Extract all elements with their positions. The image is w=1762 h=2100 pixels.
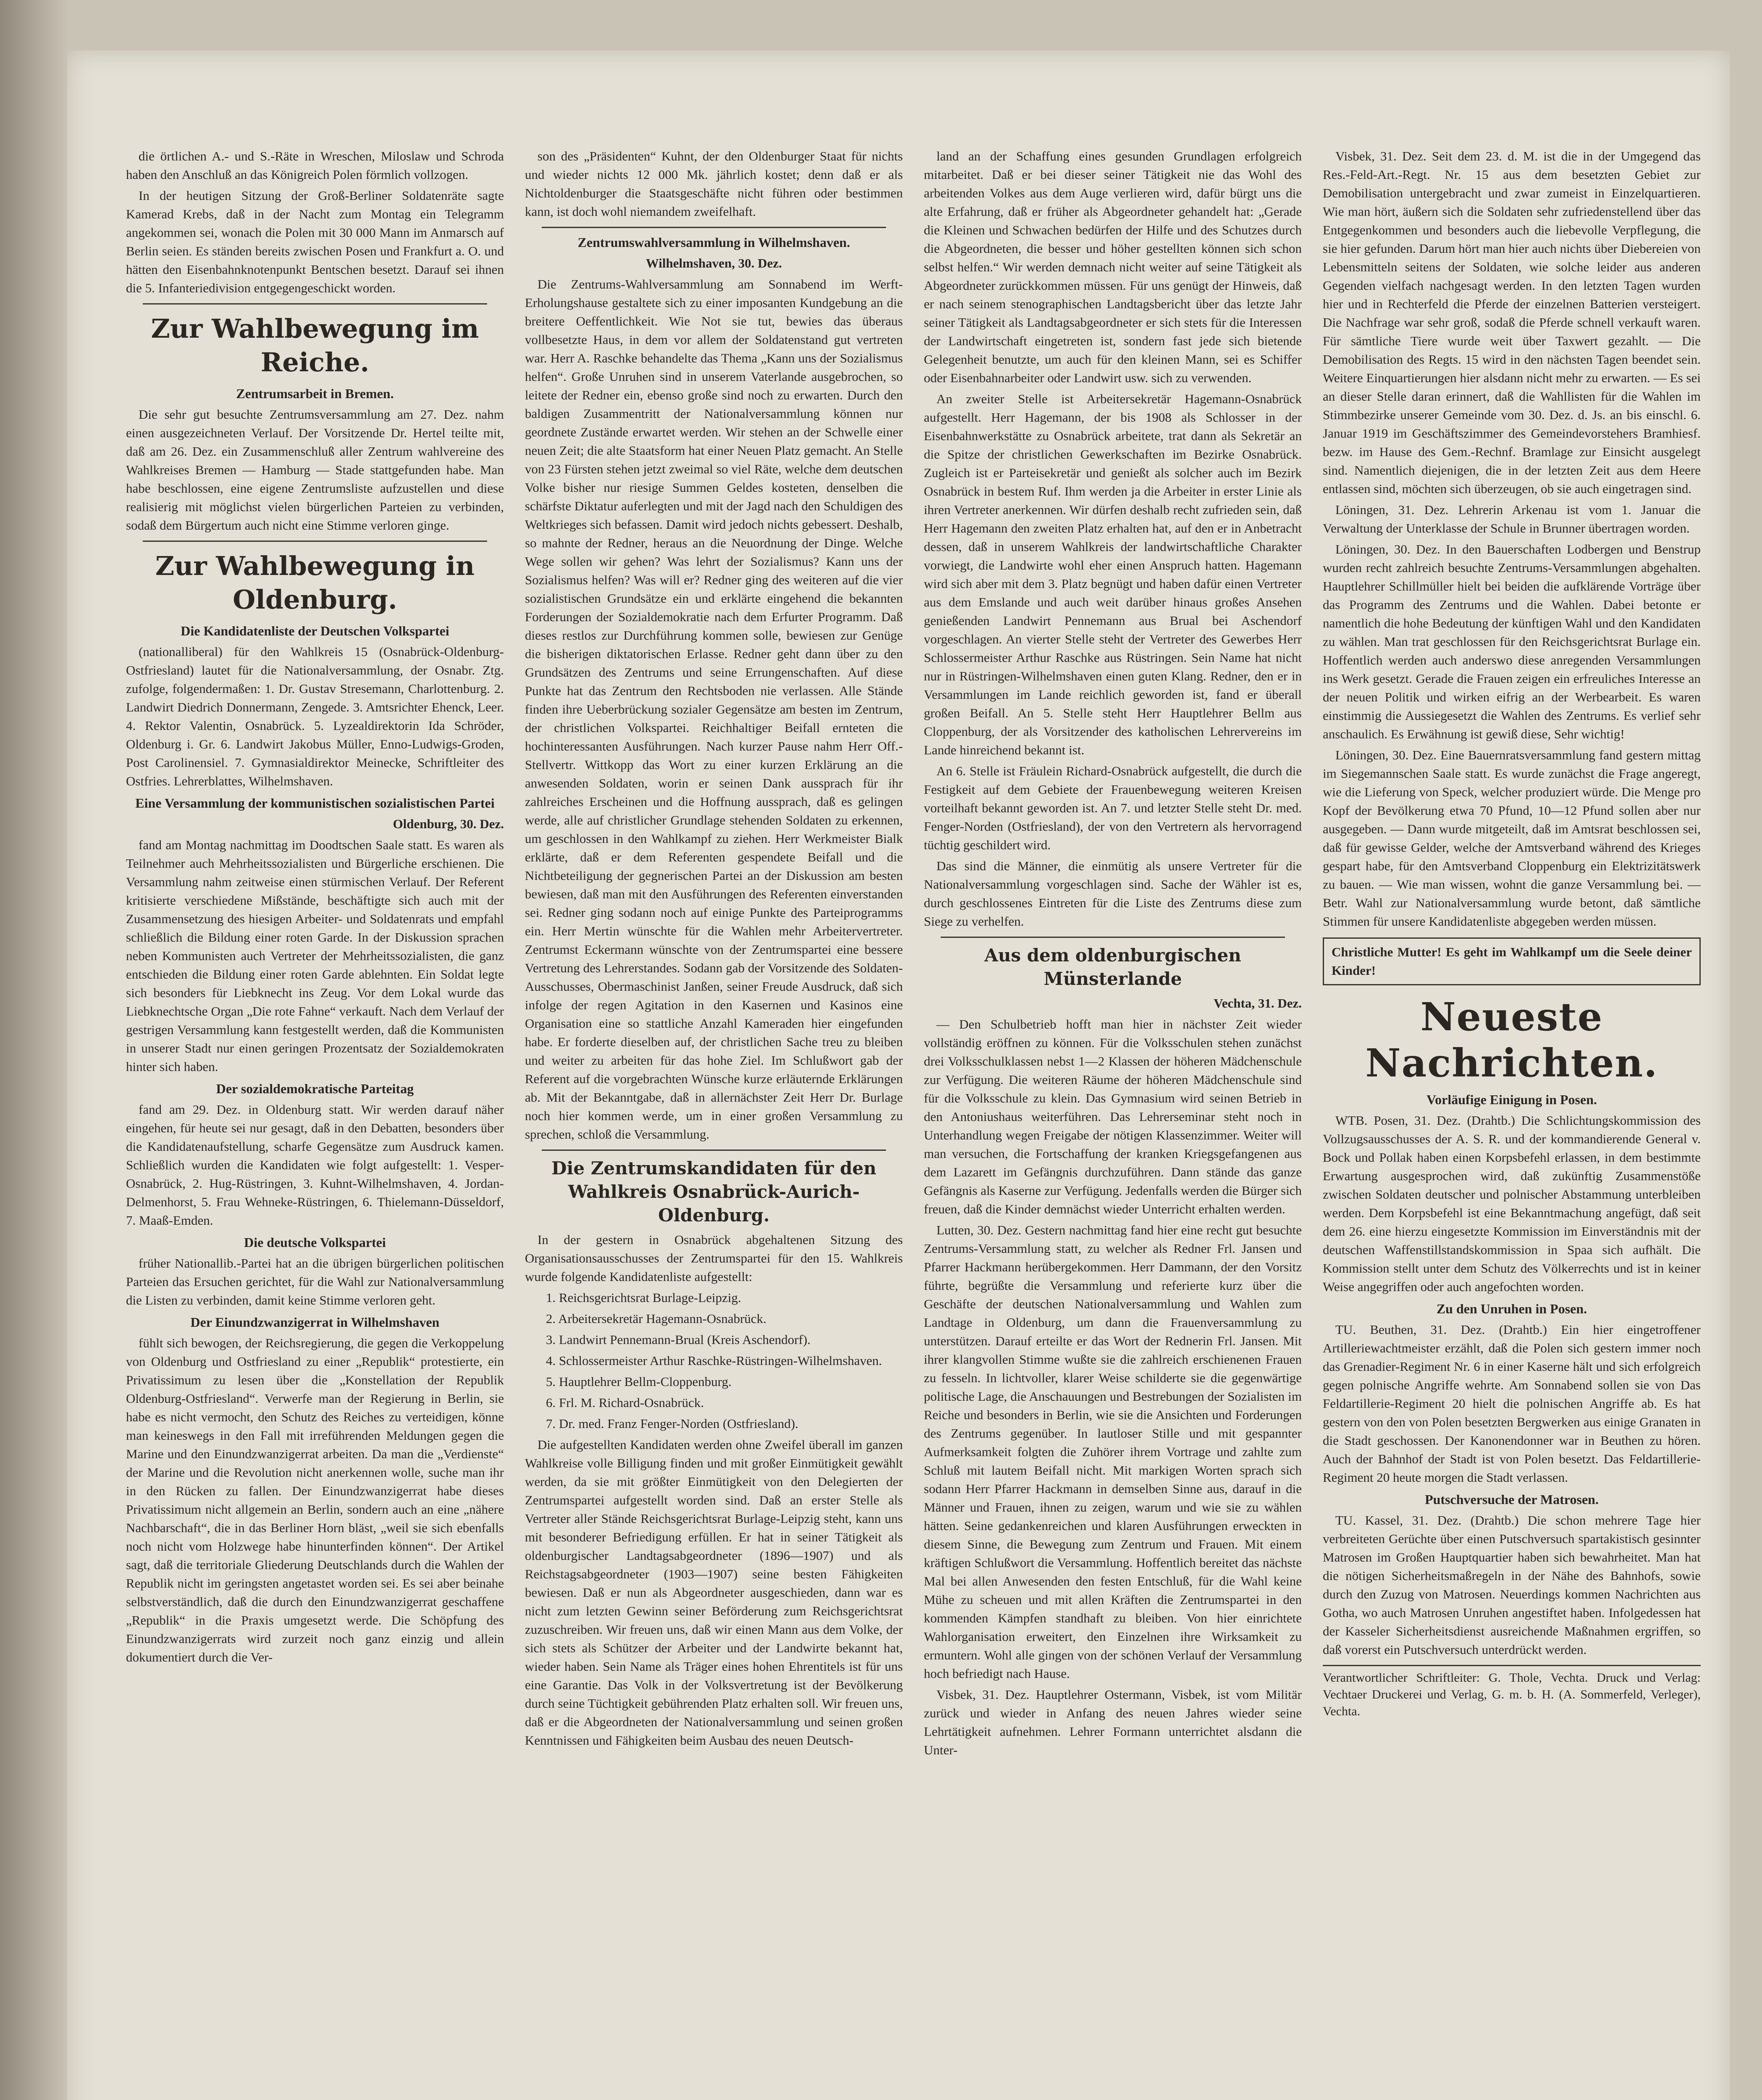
article-subheading: Eine Versammlung der kommunistischen sozialistischen Partei (135, 795, 495, 811)
list-item: 6. Frl. M. Richard-Osnabrück. (546, 1395, 704, 1410)
section-heading: Zur Wahlbewegung in Oldenburg. (155, 551, 475, 615)
list-item: 7. Dr. med. Franz Fenger-Norden (Ostfriesland). (546, 1416, 799, 1431)
column-2 (525, 147, 903, 1752)
paragraph: TU. Kassel, 31. Dez. (Drahtb.) Die schon mehrere Tage hier verbreiteten Gerüchte über einen Putschversuch spartakistisch gesinnter Matrosen im Großen Hauptquartier haben sich bewahrheitet. Man hat die nötigen Sicherheitsmaßregeln in der Nähe des Bahnhofs, sowie durch den Zuzug von Matrosen. Neuerdings kommen Nachrichten aus Gotha, wo auch Matrosen Unruhen angestiftet haben. Infolgedessen hat der Kasseler Sicherheitsdienst ausreichende Maßnahmen ergriffen, so daß vorerst ein Putschversuch unterdrückt werden. (1323, 1513, 1701, 1657)
paragraph: Löningen, 31. Dez. Lehrerin Arkenau ist vom 1. Januar die Verwaltung der Unterklasse der Schule in Brunner übertragen worden. (1323, 502, 1701, 536)
paragraph: An 6. Stelle ist Fräulein Richard-Osnabrück aufgestellt, die durch die Festigkeit auf dem Gebiete der Frauenbewegung weiteren Kreisen vorteilhaft bekannt geworden ist. An 7. und letzter Stelle steht Dr. med. Fenger-Norden (Ostfriesland), der von den Vertretern als hervorragend tüchtig geschildert wird. (924, 764, 1302, 852)
dateline: Oldenburg, 30. Dez. (393, 816, 504, 831)
paragraph: fand am 29. Dez. in Oldenburg statt. Wir werden darauf näher eingehen, für heute sei nur gesagt, daß in den Debatten, besonders über die Kandidatenaufstellung, scharfe Gegensätze zum Ausdruck kamen. Schließlich wurden die Kandidaten wie folgt aufgestellt: 1. Vesper-Osnabrück, 2. Hug-Rüstringen, 3. Kuhnt-Wilhelmshaven, 4. Jordan-Delmenhorst, 5. Frau Wehneke-Rüstringen, 6. Thielemann-Düsseldorf, 7. Maaß-Emden. (126, 1102, 504, 1228)
paragraph: An zweiter Stelle ist Arbeitersekretär Hagemann-Osnabrück aufgestellt. Herr Hagemann, der bis 1908 als Schlosser in der Eisenbahnwerkstätte zu Osnabrück arbeitete, trat dann als Sekretär an die Spitze der christlichen Gewerkschaften im Bezirke Osnabrück. Zugleich ist er Parteisekretär und genießt als solcher auch im Bezirk Osnabrück in bestem Ruf. Ihm werden ja die Arbeiter in erster Linie als ihren Vertreter anerkennen. Wir dürfen deshalb recht zufrieden sein, daß Herr Hagemann den zweiten Platz erhalten hat, auf den er in Anbetracht dessen, daß in unserem Wahlkreis der landwirtschaftliche Charakter vorwiegt, die Landwirte wohl eher einen Anspruch hatten. Hagemann wird sich aber mit dem 3. Platz begnügt und haben dafür einen Vertreter aus dem Emslande und auch weit darüber hinaus großes Ansehen genießenden Landwirt Pennemann aus Brual bei Aschendorf vorgeschlagen. An vierter Stelle steht der Vertreter des Gewerbes Herr Schlossermeister Arthur Raschke aus Rüstringen. Sein Name hat nicht nur in Rüstringen-Wilhelmshaven einen guten Klang. Redner, den er in Versammlungen im Lande reichlich geworden ist, fand er überall großen Beifall. An 5. Stelle steht Herr Hauptlehrer Bellm aus Cloppenburg, der als Vorsitzender des katholischen Lehrervereins im Lande hinreichend bekannt ist. (924, 391, 1302, 757)
paragraph: (nationalliberal) für den Wahlkreis 15 (Osnabrück-Oldenburg-Ostfriesland) lautet für die Nationalversammlung, der Osnabr. Ztg. zufolge, folgendermaßen: 1. Dr. Gustav Stresemann, Charlottenburg. 2. Landwirt Diedrich Donnermann, Zengede. 3. Amtsrichter Ehenck, Leer. 4. Rektor Valentin, Osnabrück. 5. Lyzealdirektorin Ida Schröder, Oldenburg i. Gr. 6. Landwirt Jakobus Müller, Enno-Ludwigs-Groden, Post Carolinensiel. 7. Gymnasialdirektor Meinecke, Schriftleiter des Ostfries. Lehrerblattes, Wilhelmshaven. (126, 644, 504, 788)
paragraph: Die Zentrums-Wahlversammlung am Sonnabend im Werft-Erholungshause gestaltete sich zu einer imposanten Kundgebung an die breitere Oeffentlichkeit. Wie Not sie tut, bewies das überaus vollbesetzte Haus, in dem vor allem der Soldatenstand gut vertreten war. Herr A. Raschke behandelte das Thema „Kann uns der Sozialismus helfen“. Große Unruhen sind in unserem Vaterlande ausgebrochen, so leitete der Redner ein, ebenso große sind noch zu erwarten. Durch den baldigen Zusammentritt der Nationalversammlung können nur geordnete Zustände erwartet werden. Wir stehen an der Schwelle einer neuen Zeit; die alte Staatsform hat einer Neuen Platz gemacht. An Stelle von 23 Fürsten stehen jetzt zweimal so viel Räte, welche dem deutschen Volke bisher nur riesige Summen Geldes kosteten, denselben die schärfste Diktatur auferlegten und mit der Jagd nach den Schuldigen des Weltkrieges sich befassen. Damit wird jedoch nichts gebessert. Deshalb, so mahnte der Redner, heraus an die Neuordnung der Dinge. Welche Wege sollen wir gehen? Was lehrt der Sozialismus? Kann uns der Sozialismus helfen? Was will er? Redner ging des weiteren auf die vier sozialistischen Grundsätze ein und erklärte eingehend die bekannten Forderungen der Sozialdemokratie nach dem Erfurter Programm. Daß dieses restlos zur Durchführung kommen solle, bewiesen zur Genüge die bisherigen diktatorischen Erlasse. Redner geht dann über zu den Grundsätzen des Zentrums und seine Errungenschaften. Auf diese Punkte hat das Zentrum den Rechtsboden nie verlassen. Alle Stände finden ihre Ueberbrückung sozialer Gegensätze am besten im Zentrum, der christlichen Volkspartei. Reichhaltiger Beifall ernteten die hochinteressanten Ausführungen. Nach kurzer Pause nahm Herr Off.-Stellvertr. Wittkopp das Wort zu einer kurzen Erklärung an die anwesenden Soldaten, worin er seinen Dank aussprach für ihr zahlreiches Erscheinen und die Hoffnung aussprach, daß es gelingen werde, alle auf christlicher Grundlage stehenden Soldaten zu erkennen, um geschlossen in den Wahlkampf zu ziehen. Herr Werkmeister Bialk erklärte, daß er dem Referenten gespendete Beifall und die Nichtbeteiligung der gegnerischen Partei an der Diskussion am besten bewiesen, daß man mit den Ausführungen des Referenten einverstanden sei. Redner ging sodann noch auf einige Punkte des Parteiprogramms ein. Herr Mertin wünschte für die Wahlen mehr Arbeitervertreter. Zentrumst Eckermann wünschte von der Zentrumspartei eine bessere Vertretung des Lehrerstandes. Sodann gab der Vorsitzende des Soldaten-Ausschusses, Obermaschinist Janßen, seiner Freude Ausdruck, daß sich infolge der regen Agitation in den Kasernen und Kasinos eine Organisation eine so stattliche Anzahl Kameraden hier eingefunden habe. Er forderte dieselben auf, der christlichen Sache treu zu bleiben und weiter zu arbeiten für das hohe Ziel. Im Schlußwort gab der Referent auf die vorgebrachten Wünsche kurze erläuternde Erklärungen ab. Mit der Bekanntgabe, daß in allernächster Zeit Herr Dr. Burlage noch hier kommen werde, um in einer großen Versammlung zu sprechen, schloß die Versammlung. (525, 277, 903, 1142)
newspaper-page (67, 50, 1730, 2100)
paragraph: In der gestern in Osnabrück abgehaltenen Sitzung des Organisationsausschusses der Zentrumspartei für den 15. Wahlkreis wurde folgende Kandidatenliste aufgestellt: (525, 1232, 903, 1284)
divider (143, 303, 487, 304)
paragraph: Lutten, 30. Dez. Gestern nachmittag fand hier eine recht gut besuchte Zentrums-Versammlung statt, zu welcher als Redner Frl. Jansen und Pfarrer Hackmann herübergekommen. Herr Dammann, der den Vorsitz führte, begrüßte die Versammlung und referierte kurz über die Geschäfte der deutschen Nationalversammlung und Wahlen zum Landtage in Oldenburg, um dann die Frauenversammlung zu unterstützen. Darauf erteilte er das Wort der Rednerin Frl. Jansen. Mit ihrer klangvollen Stimme wußte sie die zahlreich erschienenen Frauen zu fesseln. In lichtvoller, klarer Weise schilderte sie die gegenwärtige politische Lage, die Anschauungen und Bestrebungen der Sozialisten im Reiche und besonders in Berlin, wie sie die Ansichten und Forderungen des Zentrums gegenüber. In lautloser Stille und mit gespannter Aufmerksamkeit folgten die Zuhörer ihrem Vortrage und zahlte zum Schluß mit lautem Beifall nicht. Mit markigen Worten sprach sich sodann Herr Pfarrer Hackmann in demselben Sinne aus, darauf in die Männer und Frauen, ihnen zu zeigen, warum und wie sie zu wählen hätten. Seine gedankenreichen und klaren Ausführungen erweckten in diesem Sinne, die Bewegung zum Zentrum und Frauen. Mit einem kräftigen Schlußwort die Versammlung. Hoffentlich bereitet das nächste Mal bei allen Anwesenden den festen Entschluß, für die Wahl keine Mühe zu scheuen und mit allen Kräften die Zentrumspartei in den kommenden Kämpfen standhaft zu bleiben. Von hier einrichtete Wahlorganisation erweitert, den Einzelnen ihre Wirksamkeit zu ermuntern. Wohl alle gingen von der schönen Verlauf der Versammlung hoch befriedigt nach Hause. (924, 1223, 1302, 1681)
article-subheading: Die deutsche Volkspartei (244, 1235, 386, 1250)
article-subheading: Der Einundzwanzigerrat in Wilhelmshaven (190, 1315, 440, 1330)
paragraph: früher Nationallib.-Partei hat an die übrigen bürgerlichen politischen Parteien das Ersuchen gerichtet, für die Wahl zur Nationalversammlung die Listen zu verbinden, damit keine Stimme verloren geht. (126, 1256, 504, 1307)
divider (542, 1150, 886, 1151)
paragraph: Visbek, 31. Dez. Seit dem 23. d. M. ist die in der Umgegend das Res.-Feld-Art.-Regt. Nr. 15 aus dem besetzten Gebiet zur Demobilisation untergebracht und zwar zumeist in Einzelquartieren. Wie man hört, äußern sich die Soldaten sehr zufriedenstellend über das Entgegenkommen und besonders auch die liebevolle Verpflegung, die sie hier gefunden. Darum hört man hier auch nichts über Diebereien von Lebensmitteln seitens der Soldaten, wie solche leider aus anderen Gegenden vielfach nachgesagt werden. In den letzten Tagen wurden hier und in Rechterfeld die Pferde der einzelnen Batterien versteigert. Die Nachfrage war sehr groß, sodaß die Pferde schnell verkauft waren. Für sämtliche Tiere wurde weit über Taxwert gezahlt. — Die Demobilisation des Regts. 15 wird in den nächsten Tagen beendet sein. Weitere Einquartierungen hier alsdann nicht mehr zu erwarten. — Es sei an dieser Stelle daran erinnert, daß die Wahllisten für die Wahlen im Stimmbezirke unserer Gemeinde vom 30. Dez. d. Js. an bis einschl. 6. Januar 1919 im Geschäftszimmer des Gemeindevorstehers Bramhiesf. bezw. im Hause des Gem.-Rechnf. Bramlage zur Einsicht ausgelegt sind. Namentlich diejenigen, die in der letzten Zeit aus dem Heere entlassen sind, möchten sich überzeugen, ob sie auch eingetragen sind. (1323, 149, 1701, 496)
paragraph: son des „Präsidenten“ Kuhnt, der den Oldenburger Staat für nichts und wieder nichts 12 000 Mk. jährlich kostet; denn daß er als Nichtoldenburger die Staatsgeschäfte nicht führen oder bestimmen kann, ist doch wohl niemandem zweifelhaft. (525, 149, 903, 219)
campaign-notice-box: Christliche Mutter! Es geht im Wahlkampf um die Seele deiner Kinder! (1323, 937, 1701, 985)
section-heading: Zur Wahlbewegung im Reiche. (151, 313, 479, 378)
paragraph: Das sind die Männer, die einmütig als unsere Vertreter für die Nationalversammlung vorgeschlagen sind. Sache der Wähler ist es, durch geschlossenes Eintreten für die Liste des Zentrums diese zum Siege zu verhelfen. (924, 858, 1302, 929)
list-item: 1. Reichsgerichtsrat Burlage-Leipzig. (546, 1290, 741, 1305)
paragraph: In der heutigen Sitzung der Groß-Berliner Soldatenräte sagte Kamerad Krebs, daß in der Nacht zum Montag ein Telegramm angekommen sei, wonach die Polen mit 30 000 Mann im Anmarsch auf Berlin seien. Es ständen bereits zwischen Posen und Frankfurt a. O. und hätten den Eisenbahnknotenpunkt Bentschen besetzt. Darauf sei ihnen die 5. Infanteriedivision entgegengeschickt worden. (126, 188, 504, 295)
article-subheading: Vorläufige Einigung in Posen. (1426, 1092, 1597, 1107)
paragraph: fühlt sich bewogen, der Reichsregierung, die gegen die Verkoppelung von Oldenburg und Ostfriesland zu einer „Republik“ protestierte, ein Privatissimum zu lesen über die „Konstellation der Republik Oldenburg-Ostfriesland“. Verwerfe man der Regierung in Berlin, sie habe es nicht vermocht, den Schutz des Reiches zu verteidigen, könne man keineswegs in den Fall mit irreführenden Meldungen gegen die Marine und den Einundzwanzigerrat arbeiten. Da man die „Verdienste“ der Marine und die Revolution nicht anerkennen wolle, suche man ihr in den Rücken zu fallen. Der Einundzwanzigerrat habe dieses Privatissimum nicht allgemein an Berlin, sondern auch an eine „nähere Nachbarschaft“, die in das Berliner Horn bläst, „weil sie sich ebenfalls noch nicht vom Holzwege habe hinunterfinden können“. Der Artikel sagt, daß die territoriale Gliederung Deutschlands durch die Wahlen der Republik nicht im geringsten angetastet worden sei. Es sei aber beinahe selbstverständlich, daß die durch den Einundzwanzigerrat geschaffene „Republik“ in die Praxis umgesetzt werde. Die Schöpfung des Einundzwanzigerrats wird zurzeit noch ganz einzig und allein dokumentiert durch die Ver- (126, 1336, 504, 1664)
column-1 (126, 147, 504, 1669)
paragraph: WTB. Posen, 31. Dez. (Drahtb.) Die Schlichtungskommission des Vollzugsausschusses der A. S. R. und der kommandierende General v. Bock und Pollak haben einen Korpsbefehl erlassen, in dem bestimmte Erwartung ausgesprochen wird, daß zukünftig Zusammenstöße zwischen Soldaten deutscher und polnischer Abstammung unterbleiben werden. Dem Korpsbefehl ist eine Bekanntmachung angefügt, daß seit dem 26. eine hierzu eingesetzte Kommission im Einverständnis mit der deutschen Waffenstillstandskommission in Spaa sich aufhält. Die Kommission stellt unter dem Schutz des Völkerrechts und ist in keiner Weise angegriffen oder auch angefochten worden. (1323, 1113, 1701, 1294)
column-3 (924, 147, 1302, 1762)
article-subheading: Zu den Unruhen in Posen. (1436, 1301, 1587, 1316)
divider (542, 227, 886, 228)
section-heading: Die Zentrumskandidaten für den Wahlkreis Osnabrück-Aurich-Oldenburg. (551, 1158, 876, 1226)
article-subheading: Zentrumsarbeit in Bremen. (236, 386, 394, 401)
paragraph: Löningen, 30. Dez. Eine Bauernratsversammlung fand gestern mittag im Siegemannschen Saale statt. Es wurde zunächst die Frage angeregt, wie die Lieferung von Speck, welcher produziert würde. Die Menge pro Kopf der Bevölkerung etwa 70 Pfund, 10—12 Pfund sollen aber nur ausgegeben. — Dann wurde mitgeteilt, daß im Amtsrat beschlossen sei, daß für gewisse Gelder, welche der Amtsverband während des Krieges gespart habe, für den Amtsverband Cloppenburg ein Elektrizitätswerk zu bauen. — Wie man wissen, wohnt die ganze Versammlung bei. — Betr. Wahl zur Nationalversammlung wurde betont, daß sämtliche Stimmen für unsere Kandidatenliste abgegeben werden müssen. (1323, 748, 1701, 929)
paragraph: die örtlichen A.- und S.-Räte in Wreschen, Miloslaw und Schroda haben den Anschluß an das Königreich Polen förmlich vollzogen. (126, 149, 504, 182)
divider (941, 937, 1285, 938)
section-heading-latest-news: Neueste Nachrichten. (1365, 994, 1658, 1086)
paragraph: fand am Montag nachmittag im Doodtschen Saale statt. Es waren als Teilnehmer auch Mehrheitssozialisten und Bürgerliche erschienen. Die Versammlung nahm zeitweise einen stürmischen Verlauf. Der Referent kritisierte verschiedene Mißstände, beschäftigte sich auch mit der Zusammensetzung des hiesigen Arbeiter- und Soldatenrats und empfahl schließlich die Bildung einer roten Garde. In der Diskussion sprachen neben Kommunisten auch Vertreter der Mehrheitssozialisten, die ganz entschieden die Bildung einer roten Garde ablehnten. Ein Soldat legte sich besonders für Liebknecht ins Zeug. Vor dem Lokal wurde das Liebknechtsche Organ „Die rote Fahne“ verkauft. Nach dem Verlauf der gestrigen Versammlung kann festgestellt werden, daß die Kommunisten in unserer Stadt nur einen geringen Prozentsatz der Sozialdemokraten hinter sich haben. (126, 837, 504, 1074)
paragraph: TU. Beuthen, 31. Dez. (Drahtb.) Ein hier eingetroffener Artilleriewachtmeister erzählt, daß die Polen sich gestern immer noch das Grenadier-Regiment Nr. 6 in einer Kaserne hält und sich erfolgreich gegen polnische Angriffe wehrte. Am Sonnabend sollen sie von Das Feldartillerie-Regiment 20 hielt die polnischen Angriffe ab. Es hat gestern von den von Polen besetzten Bergwerken aus einige Granaten in die Stadt geschossen. Der Kanonendonner war in Beuthen zu hören. Auch der Bahnhof der Stadt ist von Polen besetzt. Das Feldartillerie-Regiment 20 heute morgen die Stadt verlassen. (1323, 1322, 1701, 1485)
list-item: 5. Hauptlehrer Bellm-Cloppenburg. (546, 1374, 732, 1389)
imprint: Verantwortlicher Schriftleiter: G. Thole, Vechta. Druck und Verlag: Vechtaer Druckerei und Verlag, G. m. b. H. (A. Sommerfeld, Verleger), Vechta. (1323, 1665, 1701, 1720)
list-item: 3. Landwirt Pennemann-Brual (Kreis Aschendorf). (546, 1332, 811, 1347)
paragraph: Löningen, 30. Dez. In den Bauerschaften Lodbergen und Benstrup wurden recht zahlreich besuchte Zentrums-Versammlungen abgehalten. Hauptlehrer Schillmüller hielt bei beiden die aufklärende Vorträge über das Programm des Zentrums und die Wahlen. Dabei betonte er namentlich die hohe Bedeutung der künftigen Wahl und den Kandidaten zu wählen. Man trat geschlossen für den Reichsgerichtsrat Burlage ein. Hoffentlich werden auch anderswo diese anregenden Versammlungen ins Werk gesetzt. Gerade die Frauen zeigen ein erfreuliches Interesse an der neuen Politik und wirken eifrig an der Werbearbeit. Es waren einstimmig die Aussiegesetzt die Wahlen des Zentrums. Es verlief sehr anschaulich. Es Erwähnung ist gewiß diese, Sehr wichtig! (1323, 542, 1701, 741)
section-heading: Aus dem oldenburgischen Münsterlande (984, 945, 1241, 989)
article-subheading: Die Kandidatenliste der Deutschen Volkspartei (181, 623, 449, 638)
article-subheading: Putschversuche der Matrosen. (1425, 1492, 1599, 1507)
article-heading: Zentrumswahlversammlung in Wilhelmshaven. (577, 235, 850, 250)
paragraph: Die sehr gut besuchte Zentrumsversammlung am 27. Dez. nahm einen ausgezeichneten Verlauf. Der Vorsitzende Dr. Hertel teilte mit, daß am 26. Dez. ein Zusammenschluß aller Zentrum wahlvereine des Wahlkreises Bremen — Hamburg — Stade stattgefunden habe. Man habe beschlossen, eine eigene Zentrumsliste aufzustellen und diese realisierig mit möglichst vielen bürgerlichen Parteien zu verbinden, sodaß dem Bürgertum auch nicht eine Stimme verloren ginge. (126, 407, 504, 533)
paragraph: Die aufgestellten Kandidaten werden ohne Zweifel überall im ganzen Wahlkreise volle Billigung finden und mit großer Einmütigkeit gewählt werden, da sie mit größter Einmütigkeit von den Delegierten der Zentrumspartei aufgestellt worden sind. Daß an erster Stelle als Vertreter aller Stände Reichsgerichtsrat Burlage-Leipzig steht, kann uns mit besonderer Befriedigung erfüllen. Er hat in seiner Tätigkeit als oldenburgischer Landtagsabgeordneter (1896—1907) und als Reichstagsabgeordneter (1903—1907) seine besten Fähigkeiten bewiesen. Daß er nun als Abgeordneter ausgeschieden, dann war es nicht zum letzten Gewinn seiner Beförderung zum Reichsgerichtsrat zuzuschreiben. Wir freuen uns, daß wir einen Mann aus dem Volke, der sich stets als Schützer der Arbeiter und der Landwirte bekannt hat, wieder haben. Sein Name als Träger eines hohen Ehrentitels ist für uns eine Garantie. Das Volk in der Volksvertretung ist der Bevölkerung durch seine Tüchtigkeit gebührenden Platz erhalten soll. Wir freuen uns, daß er die Abgeordneten der Nationalversammlung und seinen großen Kenntnissen und Fähigkeiten beim Ausbau des neuen Deutsch- (525, 1437, 903, 1748)
list-item: 4. Schlossermeister Arthur Raschke-Rüstringen-Wilhelmshaven. (546, 1353, 882, 1368)
dateline: Wilhelmshaven, 30. Dez. (645, 256, 782, 270)
paragraph: land an der Schaffung eines gesunden Grundlagen erfolgreich mitarbeitet. Daß er bei dieser seiner Tätigkeit nie das Wohl des arbeitenden Volkes aus dem Auge verlieren wird, dafür bürgt uns die alte Erfahrung, daß er früher als Abgeordneter gehandelt hat: „Gerade die Kleinen und Schwachen bedürfen der Hilfe und des Schutzes durch die Abgeordneten, die besser und höher gestellten können sich schon selbst helfen.“ Wir werden demnach nicht weiter auf seine Tätigkeit als Abgeordneter zurückkommen müssen. Für uns genügt der Hinweis, daß er nach seinem stenographischen Landtagsbericht über das letzte Jahr seiner Tätigkeit als Landtagsabgeordneter er sich stets für die Interessen der Landwirtschaft eingetreten ist, sondern fast jede sich bietende Gelegenheit benutzte, um auch für den kleinen Mann, sei es Schiffer oder Eisenbahnarbeiter oder Landwirt usw. sich zu verwenden. (924, 149, 1302, 385)
dateline: Vechta, 31. Dez. (1214, 996, 1302, 1011)
column-4 (1323, 147, 1701, 1720)
divider (143, 541, 487, 542)
paragraph: Visbek, 31. Dez. Hauptlehrer Ostermann, Visbek, ist vom Militär zurück und wieder in Anfang des neuen Jahres wieder seine Lehrtätigkeit aufnehmen. Lehrer Formann unterrichtet alsdann die Unter- (924, 1687, 1302, 1757)
paragraph: — Den Schulbetrieb hofft man hier in nächster Zeit wieder vollständig eröffnen zu können. Für die Volksschulen stehen zunächst drei Volksschulklassen nebst 1—2 Klassen der höheren Mädchenschule zur Verfügung. Die weiteren Räume der höheren Mädchenschule sind für die Volksschule zu klein. Das Gymnasium wird seinen Betrieb in den Antoniushaus weiterführen. Das Lehrerseminar steht noch in Unterhandlung wegen Freigabe der nötigen Klassenzimmer. Weiter will man versuchen, die Fortschaffung der kranken Kriegsgefangenen aus dem Lazarett im Gefängnis durchzuführen. Dann stände das ganze Gefängnis als Kaserne zur Verfügung. Jedenfalls werden die Bürger sich freuen, daß die Kinder demnächst wieder Unterricht erhalten werden. (924, 1017, 1302, 1216)
page-binding-edge (0, 0, 67, 2100)
list-item: 2. Arbeitersekretär Hagemann-Osnabrück. (546, 1311, 767, 1326)
article-subheading: Der sozialdemokratische Parteitag (216, 1081, 414, 1096)
